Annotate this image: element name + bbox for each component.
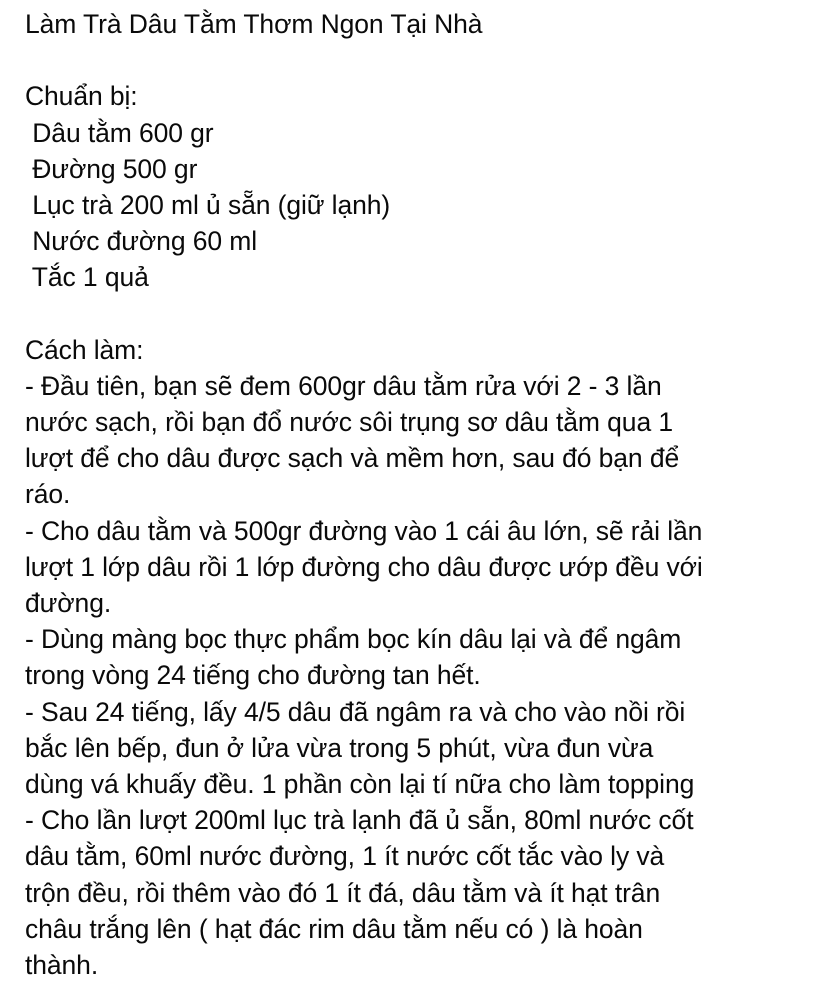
steps-text bbox=[25, 368, 828, 983]
ingredient-item: Đường 500 gr bbox=[25, 153, 198, 184]
ingredient-item: Tắc 1 quả bbox=[25, 262, 149, 293]
step-line: ráo. bbox=[25, 479, 71, 510]
step-line: nước sạch, rồi bạn đổ nước sôi trụng sơ dâu tằm qua 1 bbox=[25, 407, 673, 438]
step-line: - Cho lần lượt 200ml lục trà lạnh đã ủ sẵn, 80ml nước cốt bbox=[25, 805, 694, 836]
step-line: châu trắng lên ( hạt đác rim dâu tằm nếu có ) là hoàn bbox=[25, 913, 643, 944]
step-line: trộn đều, rồi thêm vào đó 1 ít đá, dâu tằm và ít hạt trân bbox=[25, 877, 661, 908]
ingredient-item: Nước đường 60 ml bbox=[25, 226, 258, 257]
step-line: lượt để cho dâu được sạch và mềm hơn, sau đó bạn để bbox=[25, 443, 680, 474]
step-line: dâu tằm, 60ml nước đường, 1 ít nước cốt tắc vào ly và bbox=[25, 841, 665, 872]
steps-heading: Cách làm: bbox=[25, 334, 144, 365]
ingredients-heading: Chuẩn bị: bbox=[25, 81, 138, 112]
step-line: - Sau 24 tiếng, lấy 4/5 dâu đã ngâm ra và cho vào nồi rồi bbox=[25, 696, 686, 727]
step-line: trong vòng 24 tiếng cho đường tan hết. bbox=[25, 660, 481, 691]
ingredient-item: Lục trà 200 ml ủ sẵn (giữ lạnh) bbox=[25, 189, 391, 220]
ingredients-list bbox=[25, 115, 828, 296]
step-line: - Cho dâu tằm và 500gr đường vào 1 cái âu lớn, sẽ rải lần bbox=[25, 515, 703, 546]
note-title: Làm Trà Dâu Tằm Thơm Ngon Tại Nhà bbox=[25, 9, 483, 39]
blank-line bbox=[25, 296, 828, 332]
step-line: dùng vá khuấy đều. 1 phần còn lại tí nữa cho làm topping bbox=[25, 768, 695, 799]
blank-line bbox=[25, 42, 828, 78]
step-line: bắc lên bếp, đun ở lửa vừa trong 5 phút, vừa đun vừa bbox=[25, 732, 654, 763]
step-line: đường. bbox=[25, 588, 112, 618]
step-line: lượt 1 lớp dâu rồi 1 lớp đường cho dâu được ướp đều với bbox=[25, 551, 703, 582]
step-line: - Dùng màng bọc thực phẩm bọc kín dâu lại và để ngâm bbox=[25, 624, 682, 655]
ingredient-item: Dâu tằm 600 gr bbox=[25, 117, 214, 148]
step-line: - Đầu tiên, bạn sẽ đem 600gr dâu tằm rửa với 2 - 3 lần bbox=[25, 370, 662, 401]
step-line: thành. bbox=[25, 949, 99, 980]
